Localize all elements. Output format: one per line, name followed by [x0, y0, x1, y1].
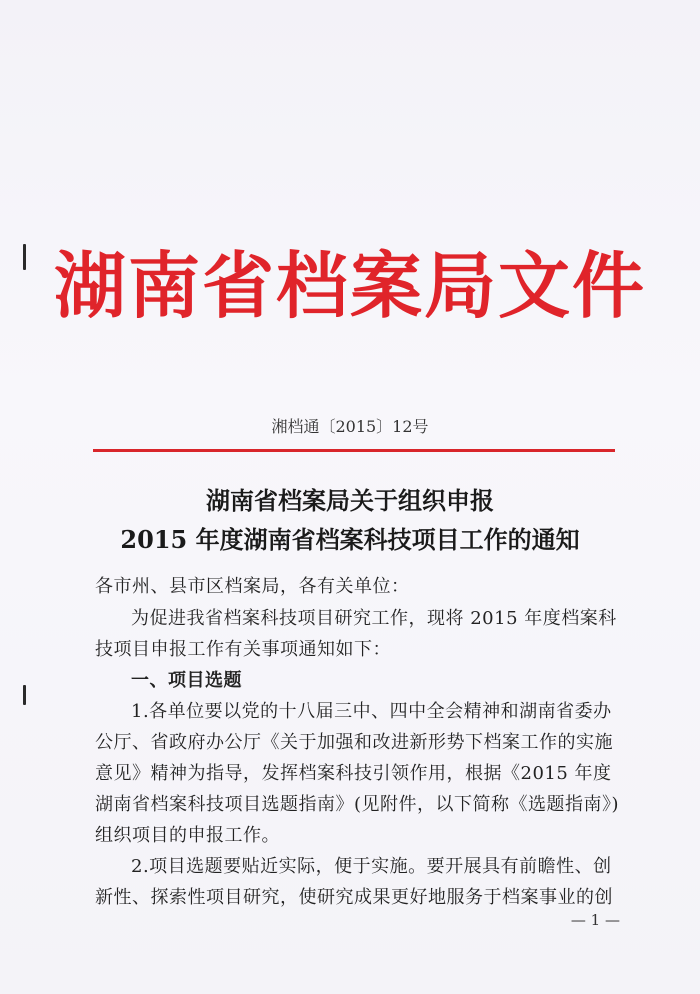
document-title-line-1: 湖南省档案局关于组织申报	[206, 486, 494, 515]
paragraph-line: 1.各单位要以党的十八届三中、四中全会精神和湖南省委办	[131, 701, 612, 722]
paragraph-line: 公厅、省政府办公厅《关于加强和改进新形势下档案工作的实施	[95, 732, 613, 753]
paragraph-line: 湖南省档案科技项目选题指南》(见附件，以下简称《选题指南》)	[95, 794, 620, 815]
document-masthead: 湖南省档案局文件	[53, 244, 646, 328]
paragraph-line: 技项目申报工作有关事项通知如下：	[95, 639, 391, 660]
paragraph-line: 意见》精神为指导，发挥档案科技引领作用，根据《2015 年度	[95, 763, 612, 784]
paragraph-line: 组织项目的申报工作。	[95, 825, 280, 846]
paragraph-line: 为促进我省档案科技项目研究工作，现将 2015 年度档案科	[131, 608, 617, 629]
page-number: — 1 —	[570, 911, 620, 929]
binding-hole-mark	[23, 685, 26, 705]
paragraph-line: 2.项目选题要贴近实际，便于实施。要开展具有前瞻性、创	[131, 856, 612, 877]
section-heading: 一、项目选题	[131, 670, 242, 691]
paragraph-line: 新性、探索性项目研究，使研究成果更好地服务于档案事业的创	[95, 887, 613, 908]
document-number: 湘档通〔2015〕12号	[271, 417, 429, 436]
document-title-line-2: 2015 年度湖南省档案科技项目工作的通知	[120, 525, 580, 554]
red-separator-line	[93, 449, 615, 452]
salutation: 各市州、县市区档案局，各有关单位：	[95, 576, 410, 597]
